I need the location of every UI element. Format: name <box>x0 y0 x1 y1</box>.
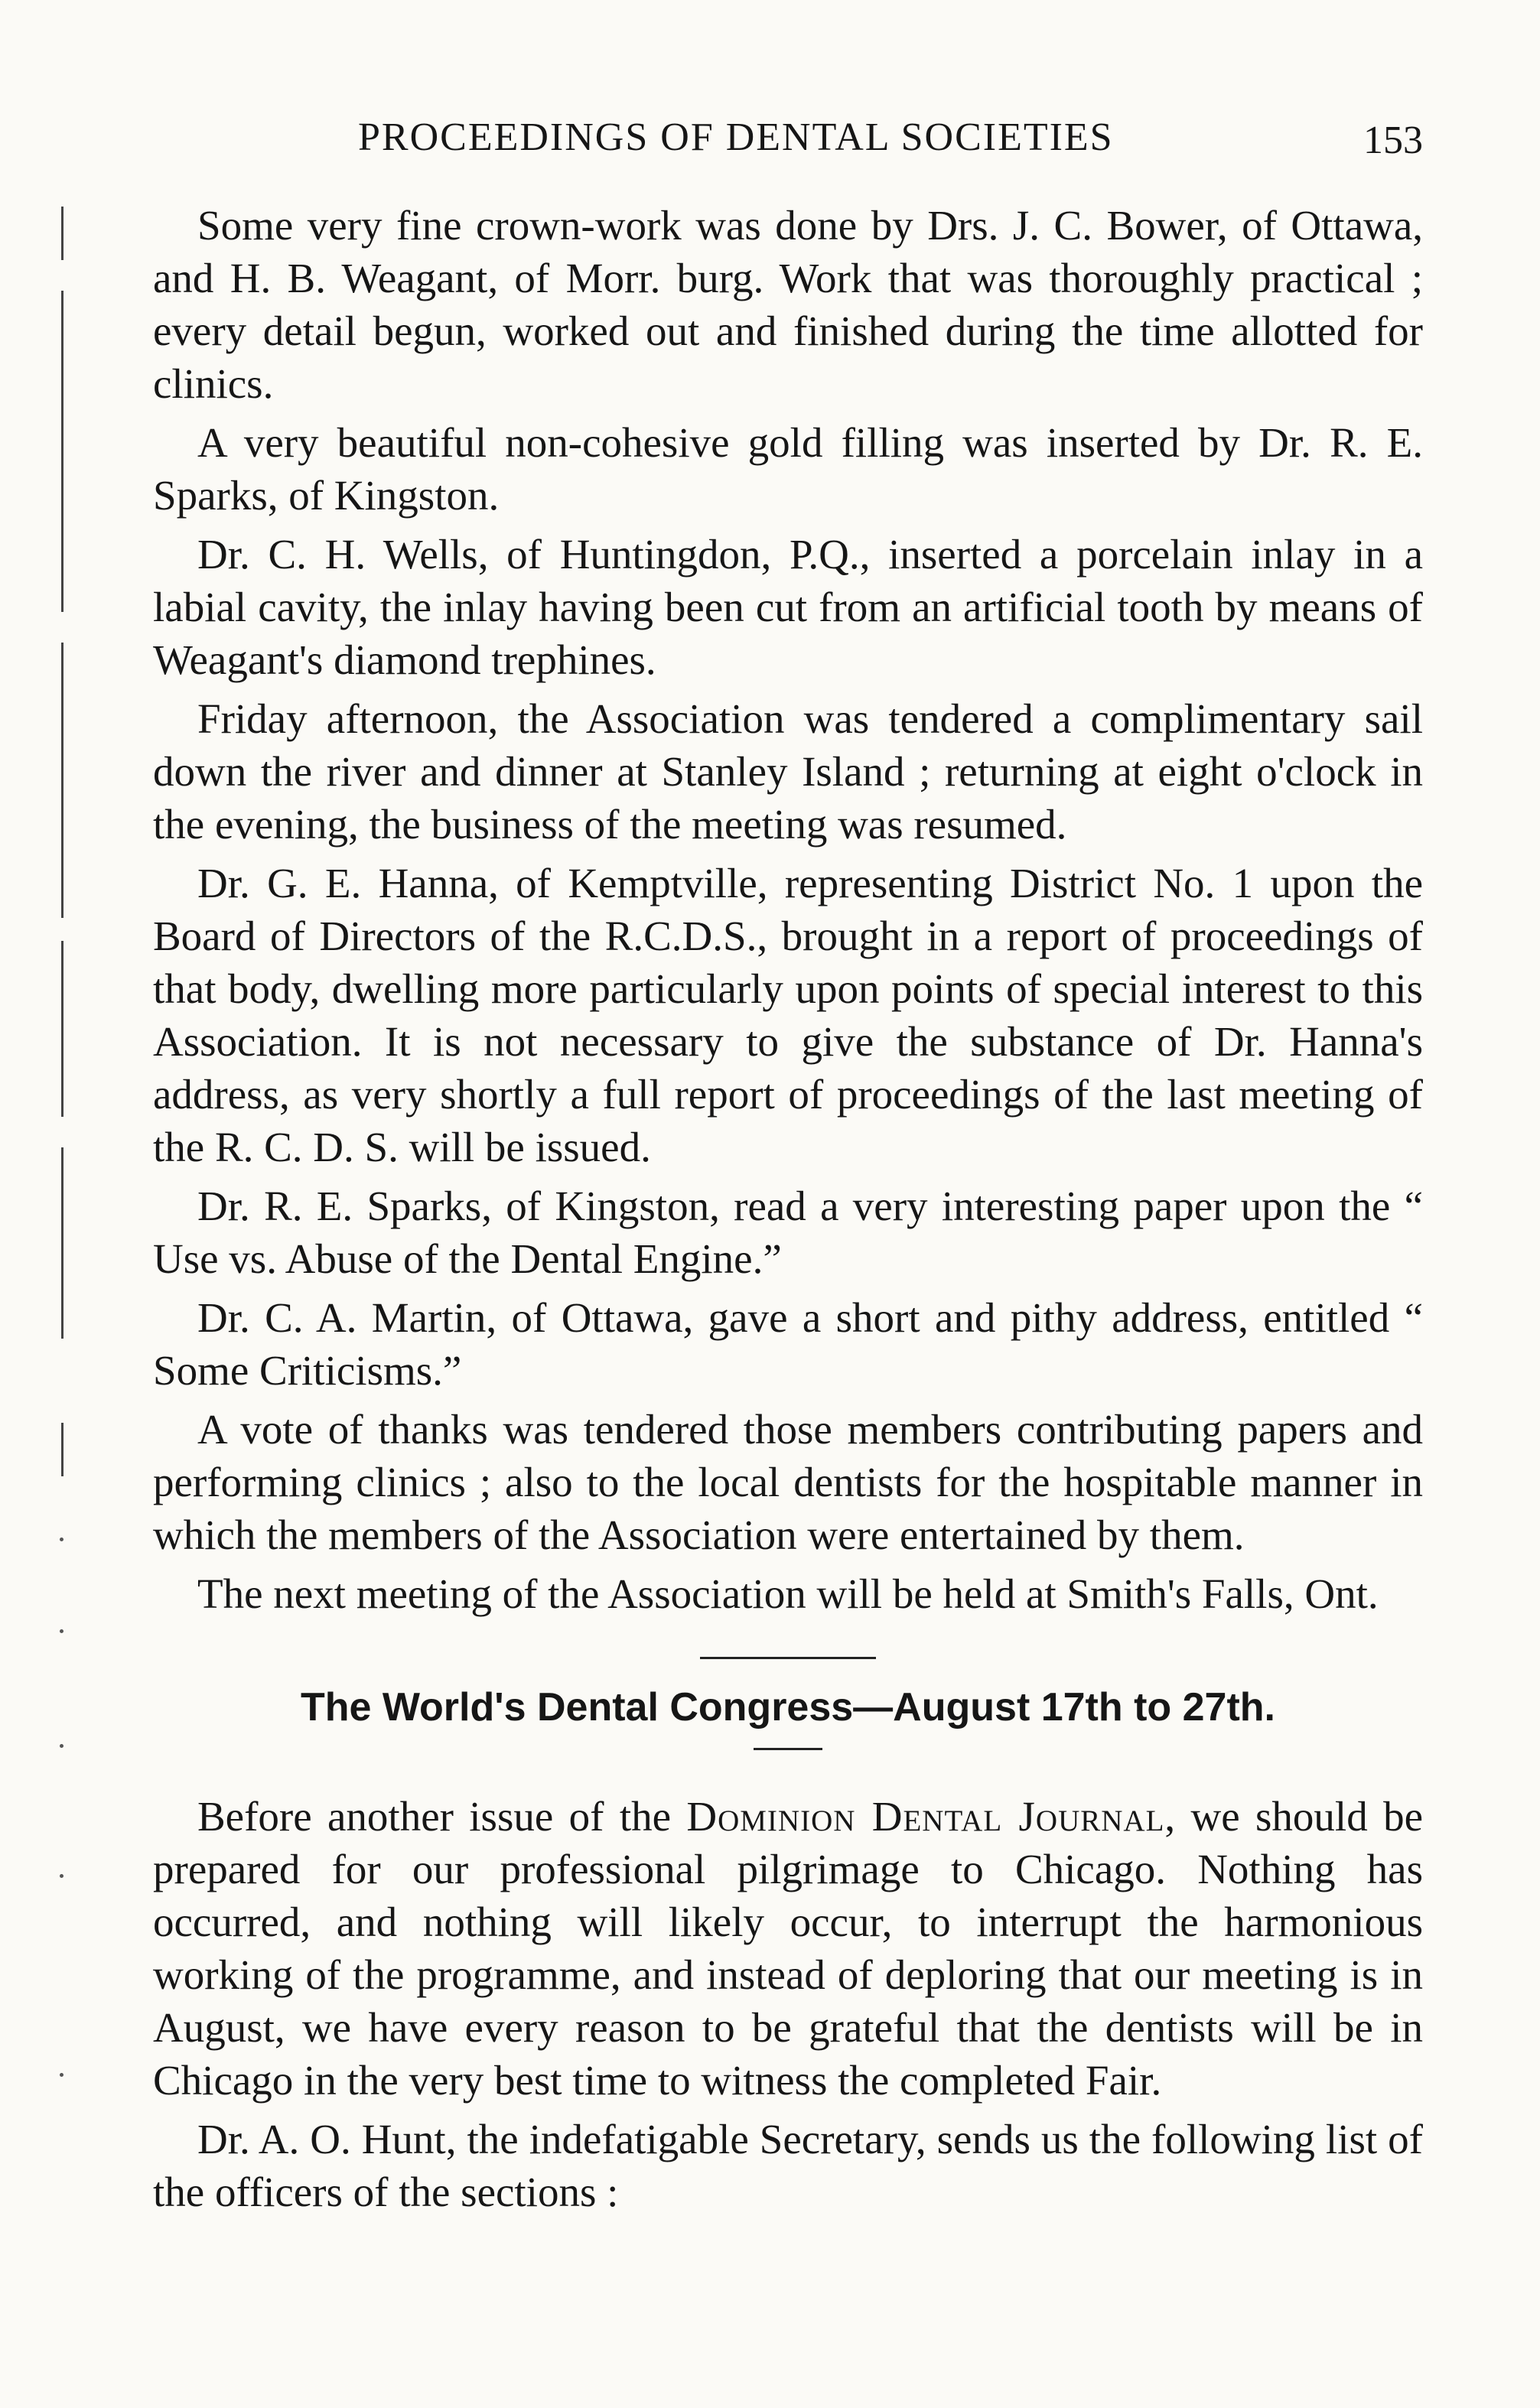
heading-underline <box>754 1748 822 1750</box>
section-divider <box>700 1657 876 1659</box>
margin-mark <box>61 291 63 612</box>
margin-dot <box>60 1629 63 1633</box>
margin-mark <box>61 643 63 918</box>
section-heading: The World's Dental Congress—August 17th to 27th. <box>301 1685 1275 1730</box>
running-title: PROCEEDINGS OF DENTAL SOCIETIES <box>358 116 1114 159</box>
paragraph-martin-address: Dr. C. A. Martin, of Ottawa, gave a short and pithy address, entitled “ Some Criticisms.” <box>153 1294 1423 1394</box>
paragraph-hanna-report: Dr. G. E. Hanna, of Kemptville, representing District No. 1 upon the Board of Directors of the R.C.D.S., brought in a report of proceedings of that body, dwelling more particularly upon points of special interest to this Association. It is not necessary to give the substance of Dr. Hanna's address, as very shortly a full report of proceedings of the last meeting of the R. C. D. S. will be issued. <box>153 860 1423 1170</box>
paragraph-officers-list: Dr. A. O. Hunt, the indefatigable Secretary, sends us the following list of the officers of the sections : <box>153 2116 1423 2215</box>
paragraph-porcelain-inlay: Dr. C. H. Wells, of Huntingdon, P.Q., inserted a porcelain inlay in a labial cavity, the inlay having been cut from an artificial tooth by means of Weagant's diamond trephines. <box>153 531 1423 683</box>
intro-text-after: , we should be prepared for our professional pilgrimage to Chicago. Nothing has occurred, and nothing will likely occur, to interrupt the harmonious working of the programme, and instead of deploring that our meeting is in August, we have every reason to be grateful that the dentists will be in Chicago in the very best time to witness the completed Fair. <box>153 1793 1423 2104</box>
paragraph-sparks-paper: Dr. R. E. Sparks, of Kingston, read a very interesting paper upon the “ Use vs. Abuse of the Dental Engine.” <box>153 1183 1423 1282</box>
page-number: 153 <box>1363 119 1423 162</box>
body-text <box>153 199 1423 2224</box>
scan-margin-marks <box>46 176 77 2088</box>
margin-mark <box>61 1147 63 1339</box>
journal-name: Dominion Dental Journal <box>686 1793 1165 1840</box>
margin-mark <box>61 207 63 260</box>
margin-dot <box>60 1874 63 1878</box>
intro-text-before: Before another issue of the <box>197 1793 687 1840</box>
running-head <box>153 115 1423 168</box>
paragraph-next-meeting: The next meeting of the Association will be held at Smith's Falls, Ont. <box>197 1570 1379 1617</box>
paragraph-gold-filling: A very beautiful non-cohesive gold filling was inserted by Dr. R. E. Sparks, of Kingston. <box>153 419 1423 519</box>
margin-mark <box>61 941 63 1117</box>
margin-dot <box>60 2073 63 2077</box>
margin-dot <box>60 1538 63 1541</box>
paragraph-friday-afternoon: Friday afternoon, the Association was tendered a complimentary sail down the river and dinner at Stanley Island ; returning at eight o'clock in the evening, the business of the meeting was resumed. <box>153 695 1423 848</box>
margin-dot <box>60 1744 63 1748</box>
paragraph-vote-of-thanks: A vote of thanks was tendered those members contributing papers and performing clinics ; also to the local dentists for the hospitable manner in which the members of the Association were entertained by them. <box>153 1406 1423 1558</box>
paragraph-congress-intro <box>153 1790 1423 2107</box>
margin-mark <box>61 1423 63 1476</box>
paragraph-crown-work: Some very fine crown-work was done by Drs. J. C. Bower, of Ottawa, and H. B. Weagant, of Morr. burg. Work that was thoroughly practical ; every detail begun, worked out and finished during the time allotted for clinics. <box>153 202 1423 407</box>
